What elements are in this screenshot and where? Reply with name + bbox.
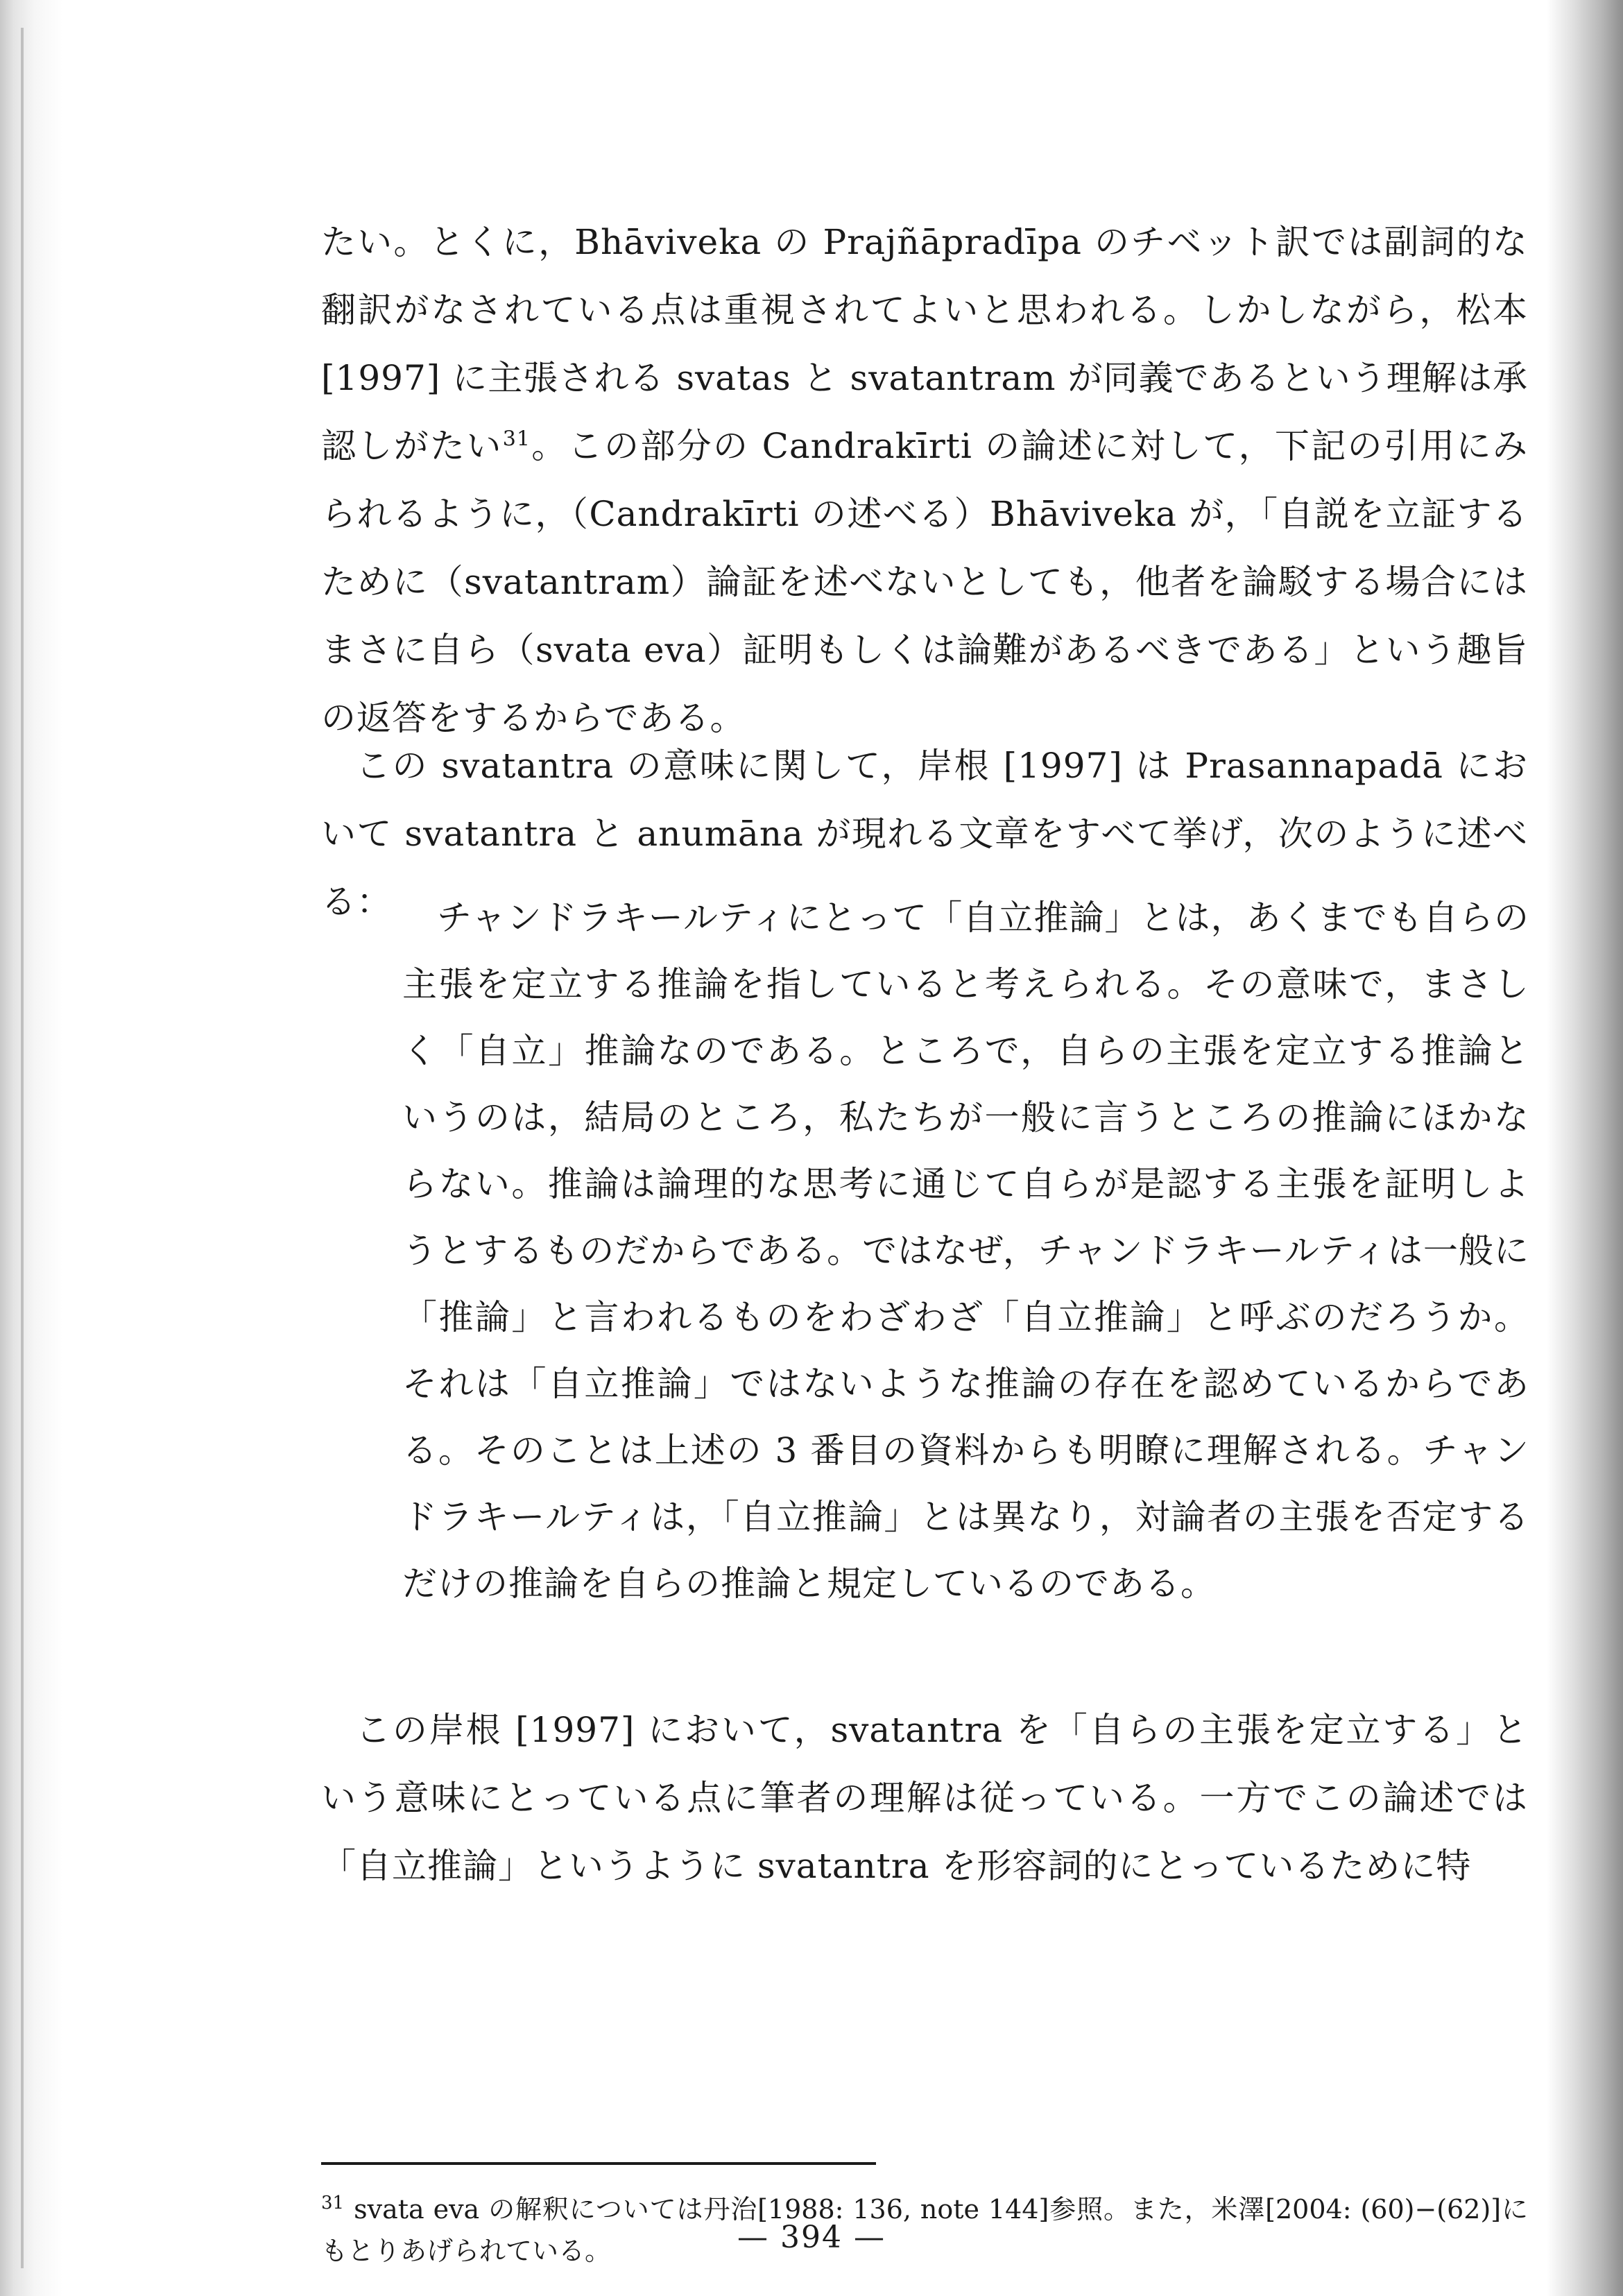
paragraph-1 [321,208,1528,752]
footnote-text: svata eva の解釈については丹治[1988: 136, note 144]参照。また，米澤[2004: (60)−(62)]にもとりあげられている。 [321,2194,1528,2266]
paragraph-1-text-b: 。この部分の Candrakīrti の論述に対して，下記の引用にみられるように，（Candrakīrti の述べる）Bhāviveka が，「自説を立証するために（svatantram）論証を述べないとしても，他者を論駁する場合にはまさに自ら（svata eva）証明もしくは論難があるべきである」という趣旨の返答をするからである。 [321,426,1529,738]
footnote-divider [321,2162,876,2165]
scan-edge-shadow [1547,0,1623,2296]
scan-binding-shadow [0,0,62,2296]
paragraph-1-text-a: たい。とくに，Bhāviveka の Prajñāpradīpa のチベット訳では副詞的な翻訳がなされている点は重視されてよいと思われる。しかしながら，松本 [1997] に主張される svatas と svatantram が同義であるという理解は承認しがたい [321,222,1528,466]
block-quote: チャンドラキールティにとって「自立推論」とは，あくまでも自らの主張を定立する推論を指していると考えられる。その意味で，まさしく「自立」推論なのである。ところで，自らの主張を定立する推論というのは，結局のところ，私たちが一般に言うところの推論にほかならない。推論は論理的な思考に通じて自らが是認する主張を証明しようとするものだからである。ではなぜ，チャンドラキールティは一般に「推論」と言われるものをわざわざ「自立推論」と呼ぶのだろうか。それは「自立推論」ではないような推論の存在を認めているからである。そのことは上述の 3 番目の資料からも明瞭に理解される。チャンドラキールティは，「自立推論」とは異なり，対論者の主張を否定するだけの推論を自らの推論と規定しているのである。 [402,898,1529,1604]
paragraph-2: この svatantra の意味に関して，岸根 [1997] は Prasannapadā において svatantra と anumāna が現れる文章をすべて挙げ，次のように述べる： [321,746,1528,922]
page-number: — 394 — [737,2220,886,2255]
footnote-number: 31 [321,2193,345,2214]
scan-binding-line [21,28,24,2268]
paragraph-3: この岸根 [1997] において，svatantra を「自らの主張を定立する」という意味にとっている点に筆者の理解は従っている。一方でこの論述では「自立推論」というように svatantra を形容詞的にとっているために特 [321,1710,1528,1886]
footnote-reference: 31 [502,427,531,452]
